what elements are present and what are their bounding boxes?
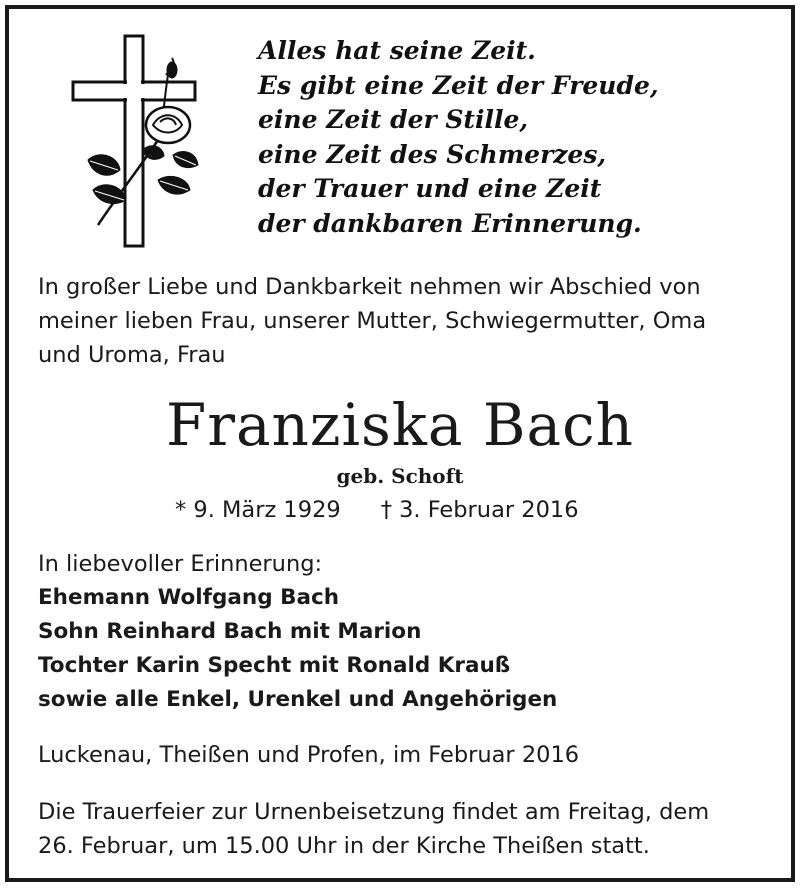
intro-line: meiner lieben Frau, unserer Mutter, Schwiegermutter, Oma	[38, 308, 707, 334]
service-line: Die Trauerfeier zur Urnenbeisetzung findet am Freitag, dem	[38, 799, 710, 825]
life-dates	[175, 494, 579, 526]
family-list	[38, 547, 557, 717]
cross-with-rose-icon	[68, 30, 203, 252]
family-member: Sohn Reinhard Bach mit Marion	[38, 619, 422, 644]
family-member: Ehemann Wolfgang Bach	[38, 585, 340, 610]
poem-line: der Trauer und eine Zeit	[258, 174, 602, 203]
birth-date: * 9. März 1929	[175, 497, 341, 523]
family-member: Tochter Karin Specht mit Ronald Krauß	[38, 653, 511, 678]
family-heading: In liebevoller Erinnerung:	[38, 551, 323, 577]
poem-line: Es gibt eine Zeit der Freude,	[258, 70, 659, 100]
intro-line: In großer Liebe und Dankbarkeit nehmen wir Abschied von	[38, 274, 701, 300]
service-info	[38, 795, 709, 863]
service-line: 26. Februar, um 15.00 Uhr in der Kirche Theißen statt.	[38, 833, 650, 859]
poem-line: eine Zeit des Schmerzes,	[258, 139, 607, 169]
intro-text	[38, 270, 706, 372]
death-date: † 3. Februar 2016	[380, 497, 579, 523]
poem-line: der dankbaren Erinnerung.	[258, 208, 642, 238]
deceased-name: Franziska Bach	[166, 391, 634, 459]
place-date-line: Luckenau, Theißen und Profen, im Februar 2016	[38, 742, 580, 768]
poem-line: eine Zeit der Stille,	[258, 105, 529, 134]
poem-line: Alles hat seine Zeit.	[258, 36, 536, 65]
family-member: sowie alle Enkel, Urenkel und Angehörigen	[38, 687, 558, 712]
maiden-name: geb. Schoft	[336, 464, 464, 488]
intro-line: und Uroma, Frau	[38, 342, 226, 368]
poem	[258, 34, 659, 241]
place-date	[38, 738, 579, 772]
